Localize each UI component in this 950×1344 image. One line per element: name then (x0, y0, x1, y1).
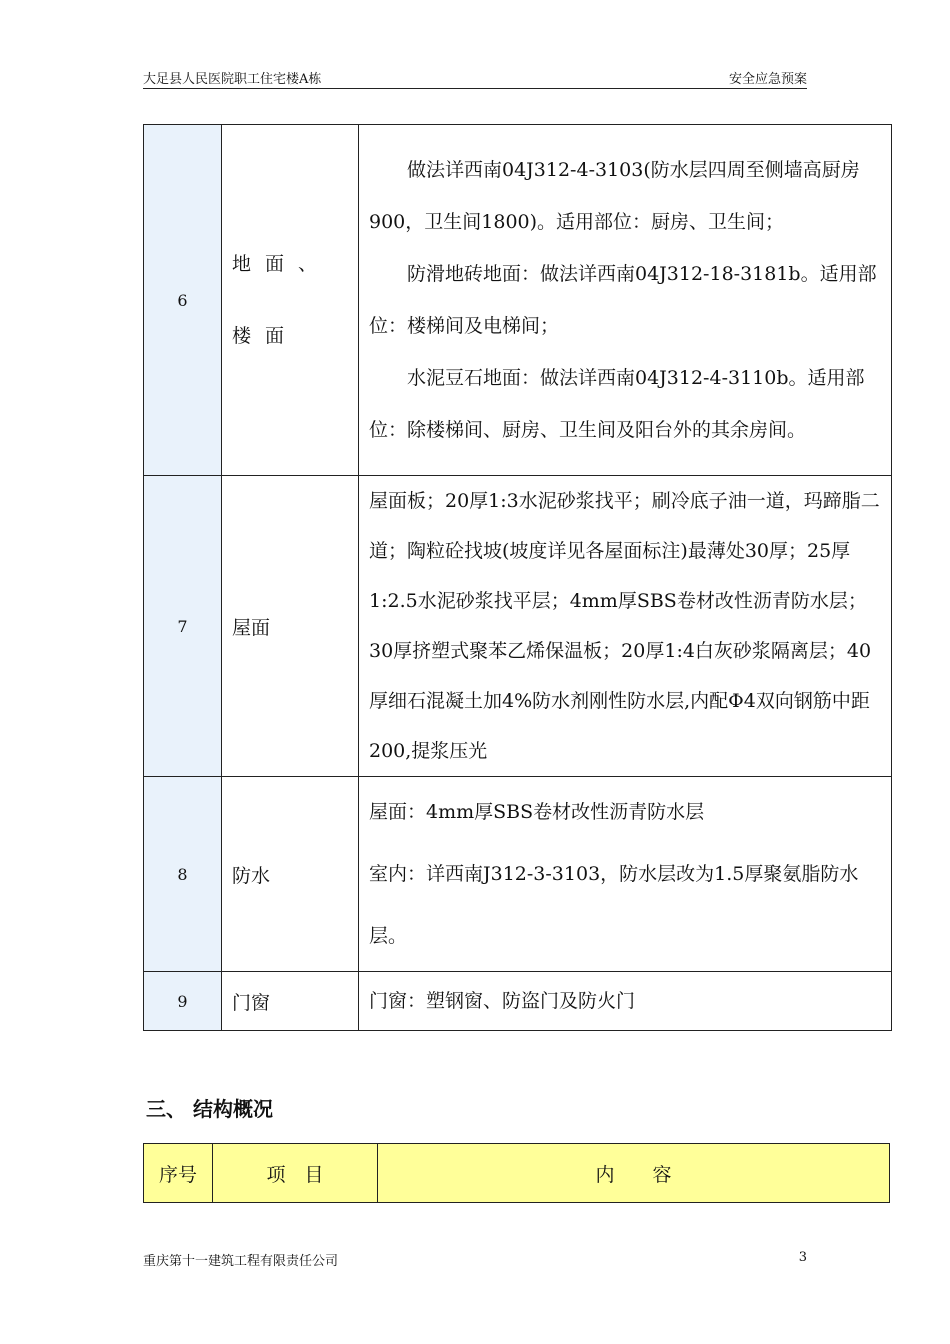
row-content (359, 972, 892, 1031)
row-item: 屋面 (222, 476, 359, 777)
section-title: 三、 结构概况 (146, 1097, 273, 1121)
table-row (144, 125, 892, 476)
row-number: 8 (144, 777, 222, 972)
row-item: 地面、楼面 (222, 125, 359, 476)
structure-overview-table (143, 1143, 890, 1203)
row-item: 门窗 (222, 972, 359, 1031)
row-number: 7 (144, 476, 222, 777)
column-header-item: 项 目 (213, 1144, 378, 1203)
content-paragraph: 室内：详西南J312-3-3103，防水层改为1.5厚聚氨脂防水层。 (369, 863, 859, 947)
header-project-name: 大足县人民医院职工住宅楼A栋 (143, 72, 322, 87)
table-row (144, 972, 892, 1031)
row-content (359, 125, 892, 476)
column-header-content: 内 容 (378, 1144, 890, 1203)
footer-company-name: 重庆第十一建筑工程有限责任公司 (143, 1254, 339, 1269)
table-row (144, 777, 892, 972)
row-content (359, 777, 892, 972)
content-paragraph: 水泥豆石地面：做法详西南04J312-4-3110b。适用部位：除楼梯间、厨房、卫生间及阳台外的其余房间。 (369, 367, 865, 441)
content-paragraph: 防滑地砖地面：做法详西南04J312-18-3181b。适用部位：楼梯间及电梯间； (369, 263, 877, 337)
table-header-row (144, 1144, 890, 1203)
content-paragraph: 门窗：塑钢窗、防盗门及防火门 (369, 990, 636, 1012)
page-number: 3 (798, 1250, 807, 1265)
table-row (144, 476, 892, 777)
row-item: 防水 (222, 777, 359, 972)
content-paragraph: 屋面板；20厚1:3水泥砂浆找平；刷冷底子油一道，玛蹄脂二道；陶粒砼找坡(坡度详见各屋面标注)最薄处30厚；25厚1:2.5水泥砂浆找平层；4mm厚SBS卷材改性沥青防水层；30厚挤塑式聚苯乙烯保温板；20厚1:4白灰砂浆隔离层；40厚细石混凝土加4%防水剂刚性防水层,内配Φ4双向钢筋中距200,提浆压光 (369, 490, 880, 762)
row-content (359, 476, 892, 777)
content-paragraph: 做法详西南04J312-4-3103(防水层四周至侧墙高厨房900，卫生间1800)。适用部位：厨房、卫生间； (369, 159, 860, 233)
row-number: 6 (144, 125, 222, 476)
header-doc-title: 安全应急预案 (728, 72, 807, 87)
row-number: 9 (144, 972, 222, 1031)
column-header-number: 序号 (144, 1144, 213, 1203)
page-header (143, 66, 807, 89)
building-specs-table (143, 124, 892, 1031)
content-paragraph: 屋面：4mm厚SBS卷材改性沥青防水层 (369, 801, 705, 823)
